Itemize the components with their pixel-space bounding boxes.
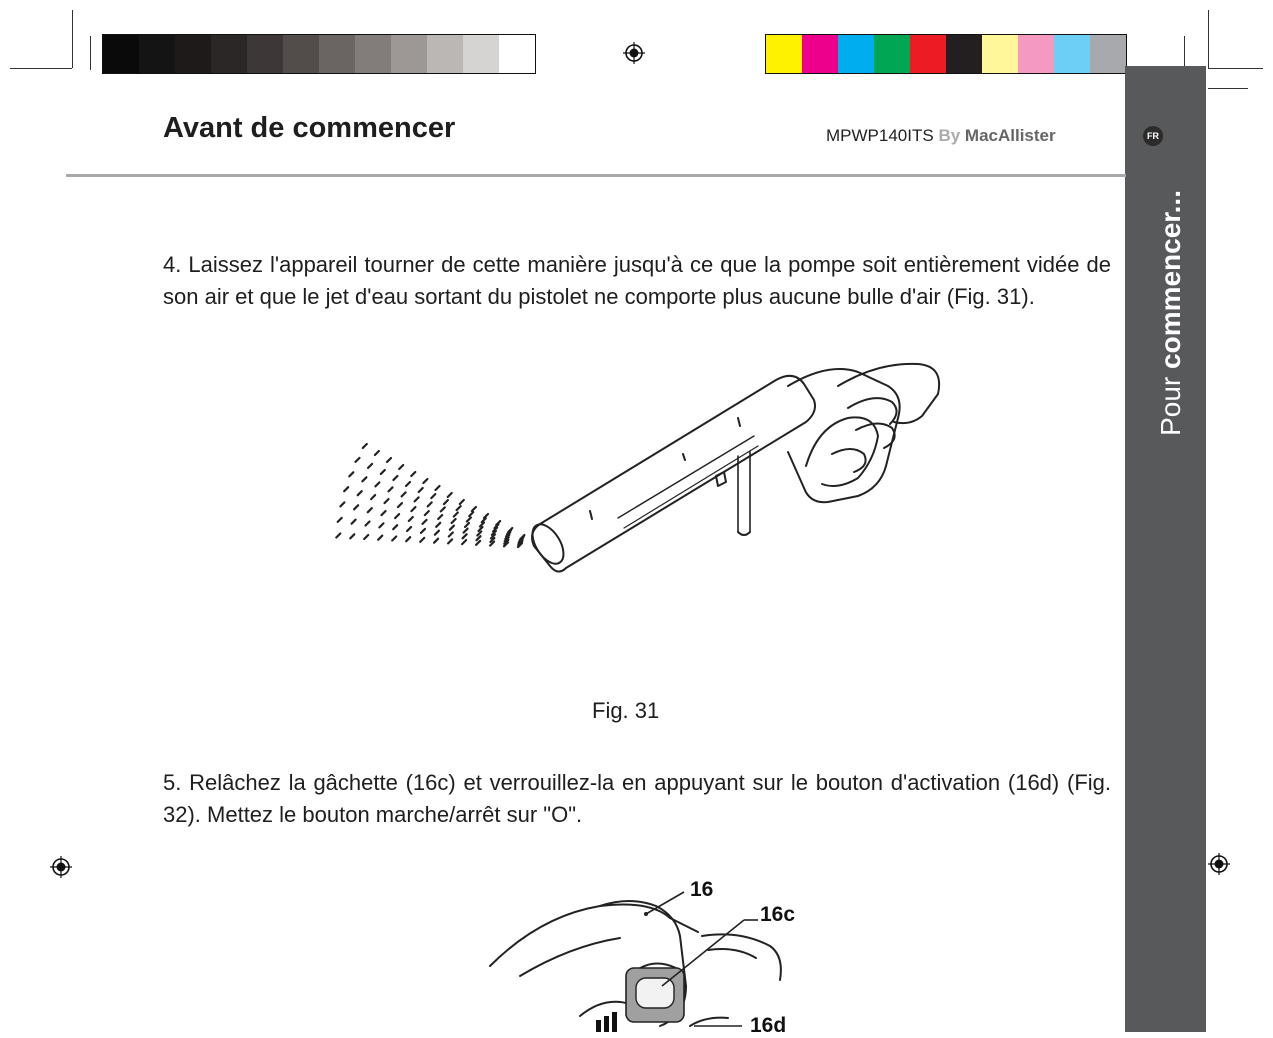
- spray-droplet: [395, 514, 399, 518]
- spray-droplet: [399, 465, 403, 469]
- spray-droplet: [350, 534, 354, 538]
- spray-droplet: [460, 500, 464, 504]
- spray-droplet: [354, 505, 358, 509]
- crop-mark: [72, 10, 73, 68]
- spray-droplet: [448, 539, 452, 543]
- spray-droplet: [368, 508, 372, 512]
- spray-droplet: [454, 513, 458, 517]
- color-swatch: [139, 35, 175, 73]
- crop-mark: [1184, 36, 1185, 70]
- water-spray: [336, 444, 524, 547]
- color-swatch: [1090, 35, 1126, 73]
- model-number: MPWP140ITS: [826, 126, 934, 145]
- color-swatch: [391, 35, 427, 73]
- color-swatch: [874, 35, 910, 73]
- color-swatch: [355, 35, 391, 73]
- spray-droplet: [362, 477, 366, 481]
- color-swatch: [283, 35, 319, 73]
- spray-droplet: [477, 532, 481, 536]
- spray-droplet: [344, 487, 348, 491]
- spray-droplet: [336, 534, 340, 538]
- spray-droplet: [387, 458, 391, 462]
- spray-gun-illustration: [318, 356, 948, 686]
- spray-droplet: [363, 444, 367, 448]
- header-divider: [66, 174, 1126, 177]
- figure-31-caption: Fig. 31: [592, 698, 660, 723]
- chapter-tab-label-bold: commencer...: [1155, 190, 1186, 369]
- color-swatch: [766, 35, 802, 73]
- spray-droplet: [375, 451, 379, 455]
- spray-droplet: [423, 479, 427, 483]
- crop-mark: [1208, 88, 1248, 89]
- spray-droplet: [368, 464, 372, 468]
- spray-droplet: [385, 499, 389, 503]
- spray-droplet: [371, 495, 375, 499]
- spray-droplet: [444, 500, 448, 504]
- chapter-tab-label: [1155, 190, 1187, 450]
- spray-droplet: [479, 527, 483, 531]
- spray-droplet: [420, 538, 424, 542]
- color-swatch: [910, 35, 946, 73]
- registration-mark-icon: [1208, 853, 1230, 875]
- spray-droplet: [338, 518, 342, 522]
- spray-droplet: [449, 533, 453, 537]
- spray-droplet: [438, 515, 442, 519]
- crop-mark: [1208, 10, 1209, 68]
- step-5-paragraph: 5. Relâchez la gâchette (16c) et verrouillez-la en appuyant sur le bouton d'activation (16d) (Fig. 32). Mettez le bouton marche/arrêt sur "O".: [163, 770, 1111, 827]
- color-swatch: [499, 35, 535, 73]
- crop-mark: [1208, 68, 1263, 69]
- spray-droplet: [476, 541, 480, 545]
- color-swatch: [946, 35, 982, 73]
- grayscale-color-bar: [102, 34, 536, 74]
- spray-droplet: [352, 520, 356, 524]
- spray-droplet: [393, 525, 397, 529]
- spray-droplet: [356, 458, 360, 462]
- callout-16: 16: [690, 878, 714, 901]
- spray-droplet: [431, 494, 435, 498]
- spray-droplet: [452, 519, 456, 523]
- color-swatch: [175, 35, 211, 73]
- spray-droplet: [425, 511, 429, 515]
- color-swatch: [1018, 35, 1054, 73]
- color-swatch: [427, 35, 463, 73]
- spray-droplet: [366, 522, 370, 526]
- spray-droplet: [441, 507, 445, 511]
- spray-droplet: [389, 487, 393, 491]
- color-swatch: [103, 35, 139, 73]
- spray-droplet: [411, 507, 415, 511]
- spray-droplet: [378, 536, 382, 540]
- spray-droplet: [415, 497, 419, 501]
- spray-droplet: [423, 520, 427, 524]
- spray-droplet: [358, 491, 362, 495]
- spray-droplet: [434, 539, 438, 543]
- spray-droplet: [469, 512, 473, 516]
- color-swatch: [211, 35, 247, 73]
- registration-mark-icon: [50, 856, 72, 878]
- spray-droplet: [393, 476, 397, 480]
- spray-droplet: [435, 531, 439, 535]
- spray-droplet: [398, 503, 402, 507]
- spray-droplet: [419, 488, 423, 492]
- color-swatch: [1054, 35, 1090, 73]
- spray-droplet: [463, 534, 467, 538]
- color-swatch: [982, 35, 1018, 73]
- spray-droplet: [477, 536, 481, 540]
- crop-mark: [90, 36, 91, 70]
- page-title: Avant de commencer: [163, 112, 456, 144]
- trigger-lock-illustration: [480, 876, 810, 1032]
- spray-droplet: [364, 535, 368, 539]
- crop-mark: [10, 68, 72, 69]
- spray-droplet: [436, 523, 440, 527]
- spray-droplet: [382, 511, 386, 515]
- brand-logo: By MacAllister: [938, 126, 1056, 145]
- color-swatch: [319, 35, 355, 73]
- spray-droplet: [450, 526, 454, 530]
- callout-16c: 16c: [760, 903, 796, 926]
- color-swatch: [802, 35, 838, 73]
- callout-16d: 16d: [750, 1014, 787, 1037]
- spray-droplet: [428, 502, 432, 506]
- spray-droplet: [349, 472, 353, 476]
- spray-droplet: [467, 518, 471, 522]
- spray-droplet: [406, 537, 410, 541]
- color-swatch: [247, 35, 283, 73]
- language-badge: FR: [1143, 126, 1163, 146]
- chapter-tab-label-regular: Pour: [1155, 368, 1186, 436]
- spray-droplet: [392, 537, 396, 541]
- spray-droplet: [381, 470, 385, 474]
- spray-droplet: [465, 523, 469, 527]
- spray-droplet: [462, 540, 466, 544]
- registration-mark-icon: [623, 42, 645, 64]
- spray-droplet: [407, 527, 411, 531]
- spray-droplet: [375, 482, 379, 486]
- spray-droplet: [402, 492, 406, 496]
- spray-droplet: [406, 482, 410, 486]
- spray-droplet: [448, 493, 452, 497]
- spray-droplet: [464, 529, 468, 533]
- spray-droplet: [411, 472, 415, 476]
- spray-droplet: [421, 529, 425, 533]
- product-model: [826, 126, 1056, 146]
- spray-droplet: [379, 523, 383, 527]
- color-swatch: [838, 35, 874, 73]
- process-color-bar: [765, 34, 1127, 74]
- step-4-paragraph: 4. Laissez l'appareil tourner de cette manière jusqu'à ce que la pompe soit entièrement vidée de son air et que le jet d'eau sortant du pistolet ne comporte plus aucune bulle d'air (Fig. 31).: [163, 252, 1111, 309]
- spray-droplet: [480, 523, 484, 527]
- color-swatch: [463, 35, 499, 73]
- spray-droplet: [472, 507, 476, 511]
- spray-droplet: [340, 502, 344, 506]
- spray-droplet: [436, 486, 440, 490]
- spray-droplet: [409, 517, 413, 521]
- spray-droplet: [457, 506, 461, 510]
